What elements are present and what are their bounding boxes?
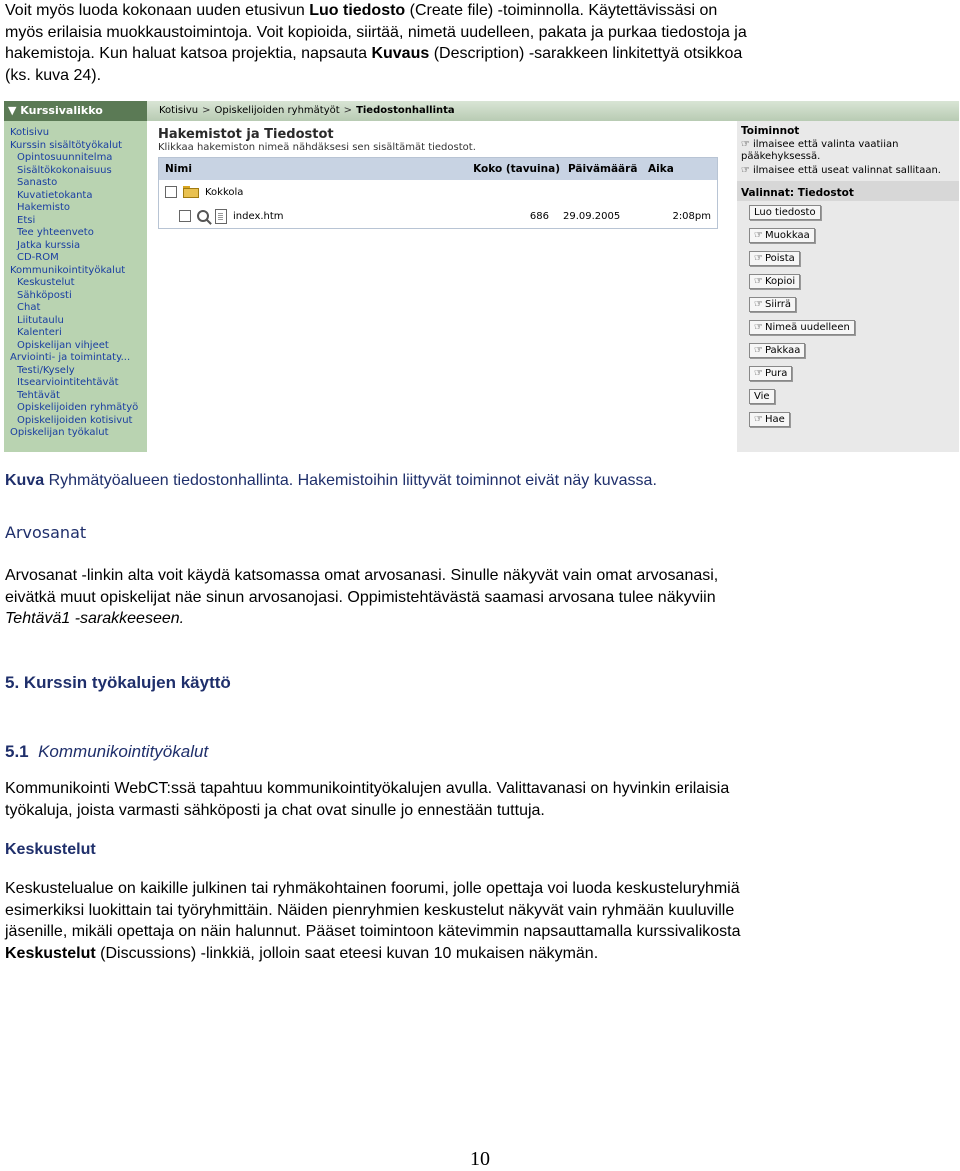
cell-name bbox=[159, 186, 465, 198]
copy-label: Kopioi bbox=[764, 276, 796, 287]
course-menu-item[interactable]: Kuvatietokanta bbox=[17, 189, 93, 201]
actions-title: Toiminnot bbox=[741, 125, 800, 137]
course-menu-item[interactable]: Kotisivu bbox=[10, 127, 50, 138]
column-time[interactable]: Aika bbox=[648, 163, 674, 175]
course-menu-item[interactable]: Opiskelijoiden ryhmätyö bbox=[17, 402, 139, 413]
single-select-icon: ☞ bbox=[741, 139, 750, 150]
file-manager-main bbox=[154, 125, 729, 452]
pointer-icon: ☞ bbox=[754, 276, 763, 287]
intro-paragraph bbox=[5, 0, 955, 86]
fetch-label: Hae bbox=[764, 414, 785, 425]
pack-label: Pakkaa bbox=[764, 345, 801, 356]
figure-caption bbox=[5, 470, 955, 492]
course-menu-item[interactable]: Keskustelut bbox=[17, 277, 75, 288]
rename-button[interactable] bbox=[749, 320, 855, 335]
export-label: Vie bbox=[754, 391, 770, 402]
copy-button[interactable] bbox=[749, 274, 800, 289]
move-label: Siirrä bbox=[764, 299, 792, 310]
keskustelut-text: (Discussions) -linkkiä, jolloin saat eteesi kuvan 10 mukaisen näkymän. bbox=[95, 944, 599, 962]
breadcrumb-separator: > bbox=[202, 105, 211, 116]
page-title: Hakemistot ja Tiedostot bbox=[158, 127, 334, 142]
course-menu-item[interactable]: Opiskelijan työkalut bbox=[10, 427, 109, 438]
luo-tiedosto-term: Luo tiedosto bbox=[309, 2, 406, 19]
folder-icon[interactable] bbox=[183, 186, 199, 198]
cell-time: 2:08pm bbox=[672, 210, 711, 222]
caption-text: Ryhmätyöalueen tiedostonhallinta. Hakemistoihin liittyvät toiminnot eivät näy kuvassa. bbox=[44, 472, 657, 489]
course-menu-header: ▼ Kurssivalikko bbox=[4, 101, 147, 121]
pointer-icon: ☞ bbox=[754, 368, 763, 379]
column-date[interactable]: Päivämäärä bbox=[568, 163, 638, 175]
course-menu-item[interactable]: Liitutaulu bbox=[17, 314, 64, 326]
table-row bbox=[159, 204, 717, 228]
preview-icon[interactable] bbox=[197, 210, 209, 222]
course-menu-item[interactable]: Etsi bbox=[17, 214, 36, 226]
intro-text: (Create file) -toiminnolla. Käytettävissäsi on bbox=[405, 2, 718, 19]
file-table bbox=[158, 157, 718, 229]
keskustelut-line bbox=[5, 943, 955, 965]
legend-single bbox=[737, 137, 959, 163]
intro-text: (Description) -sarakkeen linkitettyä otsikkoa bbox=[429, 45, 743, 62]
kuvaus-term: Kuvaus bbox=[371, 45, 430, 62]
course-menu-item[interactable]: Sisältökokonaisuus bbox=[17, 164, 112, 176]
move-button[interactable] bbox=[749, 297, 796, 312]
export-button[interactable] bbox=[749, 389, 775, 404]
arvosanat-line: eivätkä muut opiskelijat näe sinun arvosanojasi. Oppimistehtävästä saamasi arvosana tulee näkyviin bbox=[5, 588, 716, 606]
cell-date: 29.09.2005 bbox=[563, 210, 621, 222]
edit-button[interactable] bbox=[749, 228, 815, 243]
delete-label: Poista bbox=[764, 253, 795, 264]
section-5-1-paragraph bbox=[5, 778, 955, 821]
unpack-button[interactable] bbox=[749, 366, 792, 381]
course-menu-item[interactable]: CD-ROM bbox=[17, 252, 59, 263]
course-menu-item[interactable]: Tee yhteenveto bbox=[17, 227, 94, 238]
file-icon bbox=[215, 209, 227, 224]
cell-size: 686 bbox=[529, 210, 549, 222]
legend-multi bbox=[737, 163, 959, 177]
legend-single-text: ilmaisee että valinta vaatiian pääkehyksessä. bbox=[741, 139, 899, 162]
selected-type: Valinnat: Tiedostot bbox=[737, 181, 959, 201]
file-table-header bbox=[159, 158, 717, 180]
course-menu-item[interactable]: Sähköposti bbox=[17, 289, 72, 301]
file-link[interactable]: index.htm bbox=[233, 210, 284, 222]
course-menu-items bbox=[4, 121, 147, 440]
cell-name bbox=[159, 209, 475, 224]
keskustelut-term: Keskustelut bbox=[5, 944, 96, 962]
pack-button[interactable] bbox=[749, 343, 805, 358]
multi-select-icon: ☞ bbox=[741, 165, 750, 176]
arvosanat-line: Arvosanat -linkin alta voit käydä katsomassa omat arvosanasi. Sinulle näkyvät vain omat arvosanasi, bbox=[5, 567, 719, 584]
course-menu-item[interactable]: Opintosuunnitelma bbox=[17, 152, 113, 163]
intro-line-3 bbox=[5, 43, 955, 65]
course-menu-item[interactable]: Hakemisto bbox=[17, 202, 71, 213]
create-file-label: Luo tiedosto bbox=[754, 207, 816, 218]
breadcrumb-home[interactable]: Kotisivu bbox=[159, 105, 199, 116]
section-heading-arvosanat: Arvosanat bbox=[5, 523, 87, 542]
table-row bbox=[159, 180, 717, 204]
pointer-icon: ☞ bbox=[754, 230, 763, 241]
page-number: 10 bbox=[470, 1148, 490, 1170]
breadcrumb-groupwork[interactable]: Opiskelijoiden ryhmätyöt bbox=[214, 105, 340, 116]
page-subtitle: Klikkaa hakemiston nimeä nähdäksesi sen sisältämät tiedostot. bbox=[158, 142, 476, 153]
course-menu-item[interactable]: Kommunikointityökalut bbox=[10, 264, 126, 276]
rename-label: Nimeä uudelleen bbox=[764, 322, 850, 333]
edit-label: Muokkaa bbox=[764, 230, 810, 241]
webct-screenshot-figure bbox=[4, 101, 959, 452]
course-menu-title: Kurssivalikko bbox=[20, 104, 103, 117]
intro-text: hakemistoja. Kun haluat katsoa projektia, napsauta bbox=[5, 45, 372, 62]
arvosanat-paragraph bbox=[5, 565, 955, 630]
section-number: 5.1 bbox=[5, 742, 29, 761]
keskustelut-line: Keskustelualue on kaikille julkinen tai ryhmäkohtainen foorumi, jolle opettaja voi luoda keskusteluryhmiä bbox=[5, 880, 740, 897]
delete-button[interactable] bbox=[749, 251, 800, 266]
folder-link[interactable]: Kokkola bbox=[205, 186, 244, 198]
unpack-label: Pura bbox=[764, 368, 788, 379]
fetch-button[interactable] bbox=[749, 412, 790, 427]
breadcrumb bbox=[147, 101, 959, 121]
section-5-heading: 5. Kurssin työkalujen käyttö bbox=[5, 673, 231, 692]
course-menu-item[interactable]: Arviointi- ja toimintaty... bbox=[10, 352, 131, 363]
section-5-1-line: työkaluja, joista varmasti sähköposti ja chat ovat sinulle jo ennestään tuttuja. bbox=[5, 801, 545, 819]
row-checkbox[interactable] bbox=[165, 186, 177, 198]
section-title: Kommunikointityökalut bbox=[38, 742, 209, 761]
course-menu bbox=[4, 101, 147, 452]
course-menu-item[interactable]: Testi/Kysely bbox=[17, 364, 75, 376]
keskustelut-paragraph bbox=[5, 878, 955, 964]
create-file-button[interactable] bbox=[749, 205, 821, 220]
pointer-icon: ☞ bbox=[754, 253, 763, 264]
breadcrumb-separator: > bbox=[343, 105, 353, 116]
pointer-icon: ☞ bbox=[754, 345, 763, 356]
intro-line-1 bbox=[5, 0, 955, 22]
breadcrumb-current: Tiedostonhallinta bbox=[356, 105, 455, 116]
keskustelut-heading: Keskustelut bbox=[5, 841, 96, 858]
course-menu-item[interactable]: Itsearviointitehtävät bbox=[17, 377, 119, 388]
keskustelut-line: esimerkiksi luokittain tai työryhmittäin. Näiden pienryhmien keskustelut näkyvät vain ryhmään kuuluville bbox=[5, 901, 735, 919]
keskustelut-line: jäsenille, mikäli opettaja on näin halunnut. Pääset toimintoon kätevimmin napsauttamalla kurssivalikosta bbox=[5, 923, 741, 940]
course-menu-item[interactable]: Chat bbox=[17, 302, 41, 313]
action-buttons bbox=[737, 201, 959, 435]
actions-panel bbox=[737, 121, 959, 452]
course-menu-item[interactable]: Jatka kurssia bbox=[17, 239, 81, 251]
course-menu-item[interactable]: Opiskelijoiden kotisivut bbox=[17, 414, 133, 426]
course-menu-item[interactable]: Opiskelijan vihjeet bbox=[17, 339, 109, 351]
column-name[interactable]: Nimi bbox=[165, 163, 192, 175]
column-size[interactable]: Koko (tavuina) bbox=[473, 163, 560, 175]
course-menu-item[interactable]: Kalenteri bbox=[17, 327, 62, 338]
row-checkbox[interactable] bbox=[179, 210, 191, 222]
intro-text: Voit myös luoda kokonaan uuden etusivun bbox=[5, 2, 310, 19]
course-menu-item[interactable]: Kurssin sisältötyökalut bbox=[10, 139, 123, 151]
section-5-1-heading bbox=[5, 741, 955, 763]
course-menu-item[interactable]: Tehtävät bbox=[17, 389, 60, 401]
intro-line-2: myös erilaisia muokkaustoimintoja. Voit kopioida, siirtää, nimetä uudelleen, pakata ja purkaa tiedostoja ja bbox=[5, 23, 747, 41]
intro-line-4: (ks. kuva 24). bbox=[5, 66, 102, 84]
caption-label: Kuva bbox=[5, 472, 45, 489]
legend-multi-text: ilmaisee että useat valinnat sallitaan. bbox=[752, 165, 941, 176]
arvosanat-line: Tehtävä1 -sarakkeeseen. bbox=[5, 610, 185, 627]
pointer-icon: ☞ bbox=[754, 299, 763, 310]
course-menu-item[interactable]: Sanasto bbox=[17, 177, 58, 188]
section-5-1-line: Kommunikointi WebCT:ssä tapahtuu kommunikointityökalujen avulla. Valittavanasi on hyvinkin erilaisia bbox=[5, 780, 730, 797]
pointer-icon: ☞ bbox=[754, 414, 763, 425]
pointer-icon: ☞ bbox=[754, 322, 763, 333]
